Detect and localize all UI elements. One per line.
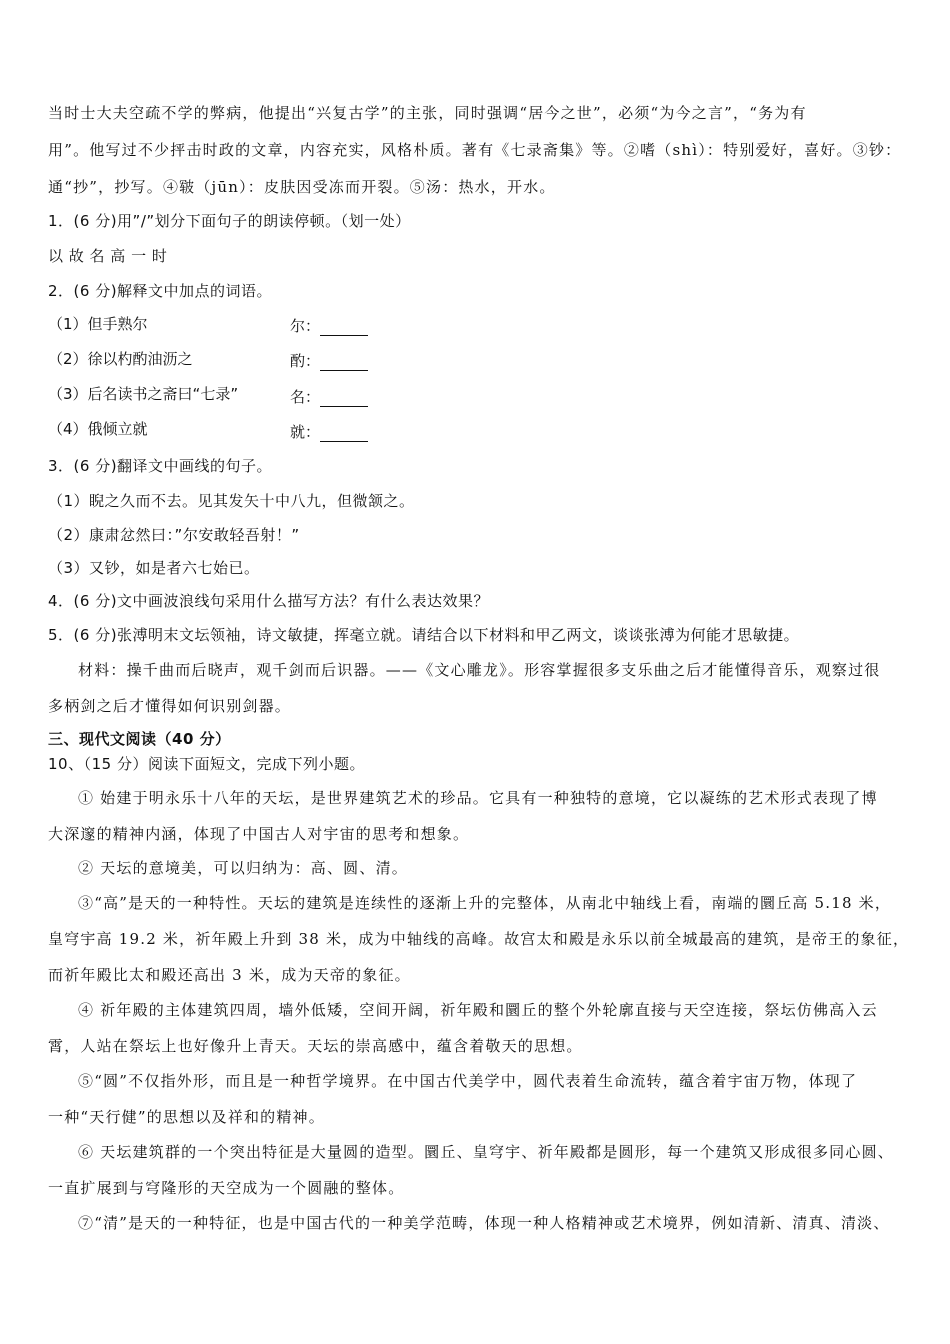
- passage-line: ④ 祈年殿的主体建筑四周，墙外低矮，空间开阔，祈年殿和圜丘的整个外轮廓直接与天空连接，祭坛仿佛高入云: [78, 1001, 878, 1019]
- question-5-material-line-1: 材料：操千曲而后晓声，观千剑而后识器。——《文心雕龙》。形容掌握很多支乐曲之后才能懂得音乐，观察过很: [78, 661, 881, 679]
- question-2-item-3: （3）后名读书之斋曰“七录”: [48, 385, 239, 403]
- answer-label: 酌：: [290, 352, 321, 370]
- question-2-answer-1: [290, 315, 368, 336]
- question-3-stem: 3．(6 分)翻译文中画线的句子。: [48, 457, 273, 475]
- question-2-item-4: （4）俄倾立就: [48, 420, 148, 438]
- passage-line: 霄，人站在祭坛上也好像升上青天。天坛的崇高感中，蕴含着敬天的思想。: [48, 1037, 583, 1055]
- passage-line: ② 天坛的意境美，可以归纳为：高、圆、清。: [78, 859, 408, 877]
- answer-blank[interactable]: [320, 427, 368, 442]
- note-line-1: 当时士大夫空疏不学的弊病，他提出“兴复古学”的主张，同时强调“居今之世”，必须“为今之言”，“务为有: [48, 104, 807, 122]
- question-2-item-2: （2）徐以杓酌油沥之: [48, 350, 193, 368]
- question-4-stem: 4．(6 分)文中画波浪线句采用什么描写方法？有什么表达效果？: [48, 592, 490, 610]
- answer-blank[interactable]: [320, 392, 368, 407]
- passage-line: 而祈年殿比太和殿还高出 3 米，成为天帝的象征。: [48, 966, 411, 984]
- passage-line: 皇穹宇高 19.2 米，祈年殿上升到 38 米，成为中轴线的高峰。故宫太和殿是永乐以前全城最高的建筑，是帝王的象征，: [48, 930, 910, 948]
- passage-line: ③“高”是天的一种特性。天坛的建筑是连续性的逐渐上升的完整体，从南北中轴线上看，南端的圜丘高 5.18 米，: [78, 894, 892, 912]
- answer-blank[interactable]: [320, 356, 368, 371]
- passage-line: 一直扩展到与穹隆形的天空成为一个圆融的整体。: [48, 1179, 405, 1197]
- answer-label: 尔：: [290, 317, 321, 335]
- question-2-answer-3: [290, 386, 368, 407]
- note-line-3: 通“抄”，抄写。④皲（jūn）：皮肤因受冻而开裂。⑤汤：热水，开水。: [48, 178, 556, 196]
- passage-line: ⑤“圆”不仅指外形，而且是一种哲学境界。在中国古代美学中，圆代表着生命流转，蕴含着宇宙万物，体现了: [78, 1072, 858, 1090]
- section-3-heading: 三、现代文阅读（40 分）: [48, 730, 231, 748]
- question-1-sentence: 以 故 名 高 一 时: [48, 247, 168, 265]
- question-3-item-1: （1）睨之久而不去。见其发矢十中八九，但微颔之。: [48, 492, 415, 510]
- question-2-answer-4: [290, 421, 368, 442]
- passage-line: ① 始建于明永乐十八年的天坛，是世界建筑艺术的珍品。它具有一种独特的意境，它以凝练的艺术形式表现了博: [78, 789, 878, 807]
- passage-line: ⑦“清”是天的一种特征，也是中国古代的一种美学范畴，体现一种人格精神或艺术境界，例如清新、清真、清淡、: [78, 1214, 890, 1232]
- answer-label: 就：: [290, 423, 321, 441]
- note-line-2: 用”。他写过不少抨击时政的文章，内容充实，风格朴质。著有《七录斋集》等。②嗜（shì）：特别爱好，喜好。③钞：: [48, 141, 902, 159]
- passage-line: 大深邃的精神内涵，体现了中国古人对宇宙的思考和想象。: [48, 825, 470, 843]
- question-2-stem: 2．(6 分)解释文中加点的词语。: [48, 282, 273, 300]
- question-1-stem: 1．(6 分)用”/”划分下面句子的朗读停顿。（划一处）: [48, 212, 411, 230]
- passage-line: 一种“天行健”的思想以及祥和的精神。: [48, 1108, 325, 1126]
- question-3-item-3: （3）又钞，如是者六七始已。: [48, 559, 260, 577]
- question-5-material-line-2: 多柄剑之后才懂得如何识别剑器。: [48, 697, 292, 715]
- answer-label: 名：: [290, 388, 321, 406]
- question-3-item-2: （2）康肃忿然曰：”尔安敢轻吾射！”: [48, 526, 300, 544]
- question-2-answer-2: [290, 350, 368, 371]
- question-2-item-1: （1）但手熟尔: [48, 315, 148, 333]
- passage-line: ⑥ 天坛建筑群的一个突出特征是大量圆的造型。圜丘、皇穹宇、祈年殿都是圆形，每一个建筑又形成很多同心圆、: [78, 1143, 894, 1161]
- answer-blank[interactable]: [320, 321, 368, 336]
- question-10-stem: 10、（15 分）阅读下面短文，完成下列小题。: [48, 755, 365, 773]
- question-5-stem: 5．(6 分)张溥明末文坛领袖，诗文敏捷，挥毫立就。请结合以下材料和甲乙两文，谈谈张溥为何能才思敏捷。: [48, 626, 800, 644]
